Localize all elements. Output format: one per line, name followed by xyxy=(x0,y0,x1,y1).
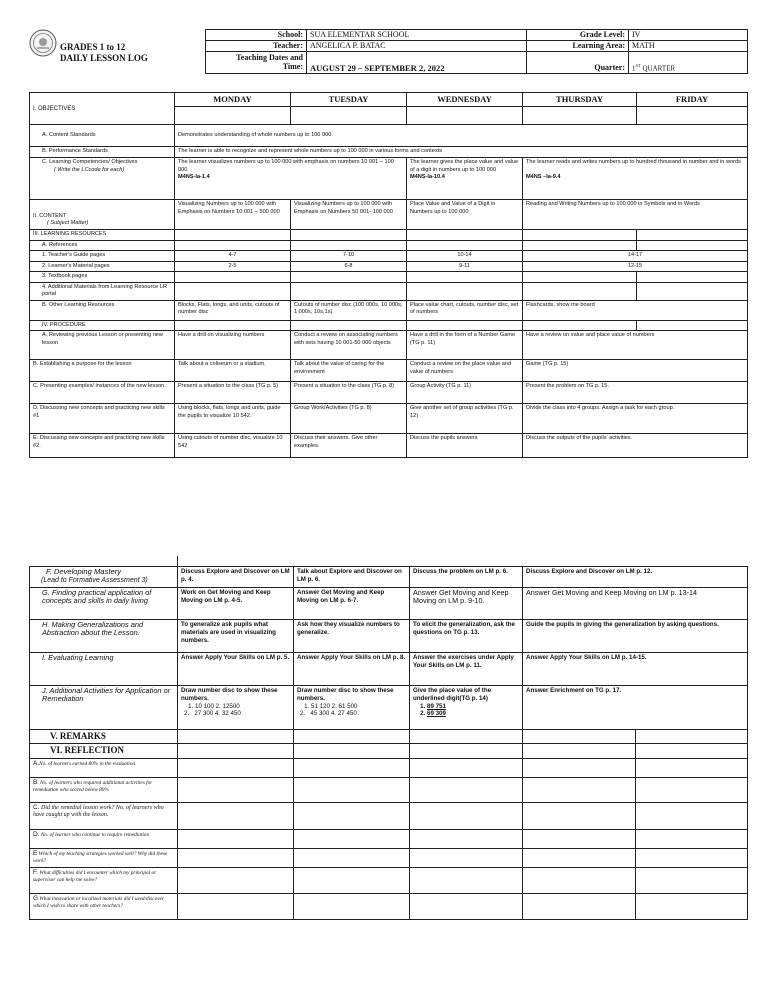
teacher-label: Teacher: xyxy=(206,41,307,52)
discuss2-wed: Discuss the pupils answers xyxy=(407,434,523,458)
general-mon: To generalize ask pupils what materials are used in visualizing numbers. xyxy=(178,620,294,653)
competency-mon-code: M4NS-Ia-1.4 xyxy=(178,174,210,181)
grade-label: Grade Level: xyxy=(527,30,629,41)
addl-mon xyxy=(178,686,294,730)
day-monday: MONDAY xyxy=(175,93,291,107)
review-thu: Have a review on value and place value of numbers xyxy=(523,331,748,360)
eval-mon: Answer Apply Your Skills on LM p. 5. xyxy=(178,653,294,686)
content-sub: ( Subject Matter) xyxy=(47,220,89,227)
competency-wed-text: The learner gives the place value and value of a digit in numbers up to 100 000 xyxy=(410,159,519,173)
lm-wed: 9-11 xyxy=(407,261,523,272)
addl-mon-item-1: 1. 10 100 2. 12500 xyxy=(195,703,290,711)
mastery-wed: Discuss the problem on LM p. 6. xyxy=(410,567,523,588)
discuss1-wed: Give another set of group activities (TG p. 12) xyxy=(407,404,523,434)
addl-wed-item-2-text: 69 309 xyxy=(427,710,446,718)
reflection-d-text: No. of learner who continue to require remediation xyxy=(39,831,150,838)
dates-label xyxy=(206,52,307,74)
other-wed: Place value chart, cutouts, number disc, set of numbers xyxy=(407,300,523,320)
competency-wed-code: M4NS-Ia-10.4 xyxy=(410,174,445,181)
general-thu: Guide the pupils in giving the generalization by asking questions. xyxy=(523,620,748,653)
practical-mon: Work on Get Moving and Keep Moving on LM p. 4-5. xyxy=(178,588,294,620)
discuss1-thu: Divide the class into 4 groups. Assign a task for each group. xyxy=(523,404,748,434)
mastery-thu: Discuss Explore and Discover on LM p. 12. xyxy=(523,567,748,588)
discuss2-tue: Discuss their answers. Give other examples. xyxy=(291,434,407,458)
present-thu: Present the problem on TG p. 15. xyxy=(523,382,748,404)
reflection-d xyxy=(30,829,178,848)
addl-thu: Answer Enrichment on TG p. 17. xyxy=(523,686,748,730)
lm-thu: 12-15 xyxy=(523,261,748,272)
discuss1-mon: Using blocks, flats, longs and units, guide the pupils to visualize 10 542. xyxy=(175,404,291,434)
remarks-heading: V. REMARKS xyxy=(30,730,178,744)
practical-label: G. Finding practical application of concepts and skills in daily living xyxy=(30,588,178,620)
reflection-e-key: E xyxy=(33,849,38,857)
lm-label: 2. Learner's Material pages xyxy=(30,261,175,272)
addl-tue xyxy=(294,686,410,730)
review-wed: Have a drill in the form of a Number Game (TG p. 11) xyxy=(407,331,523,360)
reflection-a xyxy=(30,758,178,777)
mastery-tue: Talk about Explore and Discover on LM p. 6. xyxy=(294,567,410,588)
reflection-c-text: Did the remedial lesson work? No. of learners who have caught up with the lesson. xyxy=(33,804,164,818)
addl-tue-item-2-text: 45 300 4. 27 450 xyxy=(310,710,357,718)
resources-heading: III. LEARNING RESOURCES xyxy=(30,230,175,241)
content-thu: Reading and Writing Numbers up to 100 000 in Symbols and in Words xyxy=(523,200,748,230)
other-tue: Cutouts of number disc (100 000s, 10 000s, 1 000s, 10s,1s) xyxy=(291,300,407,320)
addl-mon-item-2-num: 2. xyxy=(184,710,190,718)
practical-tue: Answer Get Moving and Keep Moving on LM p. 6-7. xyxy=(294,588,410,620)
day-friday: FRIDAY xyxy=(637,93,748,107)
eval-thu: Answer Apply Your Skills on LM p. 14-15. xyxy=(523,653,748,686)
competency-wed xyxy=(407,158,523,200)
content-tue: Visualizing Numbers up to 100 000 with Emphasis on Numbers 50 001- 100 000 xyxy=(291,200,407,230)
competency-thu-code: M4NS –Ia-9.4 xyxy=(526,174,561,181)
reflection-f-text: What difficulties did I encounter which my principal or supervisor can help me solve? xyxy=(33,869,157,883)
addl-mon-item-2-text: 27 300 4. 32 450 xyxy=(194,710,241,718)
content-standards-value: Demonstrates understanding of whole numbers up to 100 000 xyxy=(175,125,748,147)
reflection-d-key: D. xyxy=(33,830,40,838)
reflection-g-text: What innovation or localized materials did I used/discover which I wish to share with other teachers? xyxy=(33,895,164,909)
textbook-label: 3. Textbook pages xyxy=(30,272,175,283)
content-text: II. CONTENT xyxy=(33,212,67,219)
reflection-b-key: B xyxy=(33,778,38,786)
performance-standards-value: The learner is able to recognize and represent whole numbers up to 100 000 in various forms and contexts xyxy=(175,147,748,158)
quarter-suffix: ST xyxy=(635,62,641,68)
additional-activities-label: J. Additional Activities for Application or Remediation xyxy=(30,686,178,730)
mastery-text: F. Developing Mastery xyxy=(46,567,121,576)
other-resources-label: B. Other Learning Resources xyxy=(30,300,175,320)
purpose-wed: Conduct a review on the place value and value of numbers xyxy=(407,360,523,382)
content-wed: Place Value and Value of a Digit in Numbers up to 100 000 xyxy=(407,200,523,230)
evaluation-label: I. Evaluating Learning xyxy=(30,653,178,686)
competency-mon-tue xyxy=(175,158,407,200)
addl-tue-item-1: 1. 51 120 2. 61 500 xyxy=(311,703,406,711)
tg-mon: 4-7 xyxy=(175,251,291,262)
review-mon: Have a drill on visualizing numbers xyxy=(175,331,291,360)
lm-mon: 2-5 xyxy=(175,261,291,272)
competency-thu-text: The learner reads and writes numbers up to hundred thousand in number and in words xyxy=(526,159,741,166)
other-mon: Blocks, Flats, longs, and units, cutouts of number disc xyxy=(175,300,291,320)
addl-wed-item-1 xyxy=(427,703,519,711)
discuss1-tue: Group Work/Activities (TG p. 8) xyxy=(291,404,407,434)
quarter-number: 1 xyxy=(632,64,636,73)
competencies-note: ( Write the LCcode for each) xyxy=(54,166,125,173)
references-label: A. References xyxy=(30,240,175,251)
addl-tue-item-2 xyxy=(297,710,406,718)
connector-line xyxy=(177,556,178,566)
present-tue: Present a situation to the class (TG p. 8) xyxy=(291,382,407,404)
eval-tue: Answer Apply Your Skills on LM p. 8. xyxy=(294,653,410,686)
purpose-mon: Talk about a coliseum or a stadium. xyxy=(175,360,291,382)
tg-label: 1. Teacher's Guide pages xyxy=(30,251,175,262)
dates-label-1: Teaching Dates and xyxy=(236,52,303,62)
content-standards-label: A. Content Standards xyxy=(30,125,175,147)
discuss2-thu: Discuss the outputs of the pupils' activities. xyxy=(523,434,748,458)
other-thu: Flashcards, show me board xyxy=(523,300,748,320)
deped-seal xyxy=(29,29,57,62)
dates-value: AUGUST 29 – SEPTEMBER 2, 2022 xyxy=(307,52,527,74)
tg-thu: 14-17 xyxy=(523,251,748,262)
quarter-value xyxy=(629,52,748,74)
school-label: School: xyxy=(206,30,307,41)
performance-standards-label: B. Performance Standards xyxy=(30,147,175,158)
title-line-2: DAILY LESSON LOG xyxy=(60,53,148,64)
document-title xyxy=(60,42,148,65)
competency-thu-fri xyxy=(523,158,748,200)
reflection-c xyxy=(30,802,178,829)
reflection-g xyxy=(30,893,178,919)
general-tue: Ask how they visualize numbers to generalize. xyxy=(294,620,410,653)
dates-label-2: Time: xyxy=(282,61,303,71)
reflection-b xyxy=(30,777,178,802)
generalization-label: H. Making Generalizations and Abstraction about the Lesson. xyxy=(30,620,178,653)
content-label xyxy=(30,200,175,230)
purpose-label: B. Establishing a purpose for the lesson xyxy=(30,360,175,382)
reflection-f-key: F. xyxy=(33,868,39,876)
review-tue: Conduct a review on associating numbers with sets having 10 001-50 000 objects xyxy=(291,331,407,360)
present-mon: Present a situation to the class (TG p. 5) xyxy=(175,382,291,404)
objectives-heading: I. OBJECTIVES xyxy=(30,93,175,125)
present-wed: Group Activity (TG p. 11) xyxy=(407,382,523,404)
title-line-1: GRADES 1 to 12 xyxy=(60,42,126,52)
reflection-a-key: A. xyxy=(33,759,40,767)
addl-tue-text: Draw number disc to show these numbers. xyxy=(297,687,394,702)
procedure-heading: IV. PROCEDURE xyxy=(30,320,175,331)
reflection-c-key: C. xyxy=(33,803,40,811)
day-tuesday: TUESDAY xyxy=(291,93,407,107)
reflection-g-key: G xyxy=(33,894,39,902)
competency-mon-text: The learner visualizes numbers up to 100 000 with emphasis on numbers 10 001 – 100 000 xyxy=(178,159,394,173)
practical-thu: Answer Get Moving and Keep Moving on LM p. 13-14 xyxy=(523,588,748,620)
present-label: C. Presenting examples/ instances of the new lesson. xyxy=(30,382,175,404)
reflection-heading: VI. REFLECTION xyxy=(30,744,178,758)
addl-wed-item-2 xyxy=(427,710,519,718)
addl-wed-text: Give the place value of the underlined digit(TG p. 14) xyxy=(413,687,492,702)
reflection-e xyxy=(30,848,178,867)
grade-value: IV xyxy=(629,30,748,41)
addl-mon-text: Draw number disc to show these numbers. xyxy=(181,687,278,702)
discuss2-label: E. Discussing new concepts and practicing new skills #2. xyxy=(30,434,175,458)
reflection-f xyxy=(30,867,178,893)
quarter-text: QUARTER xyxy=(640,64,676,73)
lm-tue: 6-8 xyxy=(291,261,407,272)
addl-wed-item-1-text: 89 751 xyxy=(427,702,446,710)
reflection-e-text: Which of my teaching strategies worked well? Why did these work? xyxy=(33,850,168,864)
content-mon: Visualizing Numbers up to 100 000 with Emphasis on Numbers 10 001 – 500 000 xyxy=(175,200,291,230)
lesson-table-bottom xyxy=(29,566,748,920)
addl-tue-item-2-num: 2. xyxy=(300,710,306,718)
mastery-sub: (Lead to Formative Assessment 3) xyxy=(41,577,148,585)
mastery-mon: Discuss Explore and Discover on LM p. 4. xyxy=(178,567,294,588)
general-wed: To elicit the generalization, ask the questions on TG p. 13. xyxy=(410,620,523,653)
review-label: A. Reviewing previous Lesson or presenting new lesson xyxy=(30,331,175,360)
addl-mon-item-2 xyxy=(181,710,290,718)
additional-materials-label: 4. Additional Materials from Learning Resource LR portal xyxy=(30,282,175,300)
mastery-label xyxy=(30,567,178,588)
competencies-text: C. Learning Competencies/ Objectives xyxy=(42,159,138,166)
discuss1-label: D. Discussing new concepts and practicing new skills #1 xyxy=(30,404,175,434)
reflection-b-text: . No. of learners who required additional activities for remediation who scored below 80% xyxy=(33,779,153,793)
discuss2-mon: Using cutouts of number disc, visualize 10 542 xyxy=(175,434,291,458)
header-info-table xyxy=(205,29,748,74)
area-value: MATH xyxy=(629,41,748,52)
purpose-tue: Talk about the value of caring for the environment xyxy=(291,360,407,382)
area-label: Learning Area: xyxy=(527,41,629,52)
reflection-a-text: No. of learners earned 80% in the evaluation. xyxy=(39,760,137,767)
day-thursday: THURSDAY xyxy=(523,93,637,107)
day-wednesday: WEDNESDAY xyxy=(407,93,523,107)
tg-tue: 7-10 xyxy=(291,251,407,262)
practical-wed: Answer Get Moving and Keep Moving on LM p. 9-10. xyxy=(410,588,523,620)
eval-wed: Answer the exercises under Apply Your Skills on LM p. 11. xyxy=(410,653,523,686)
lesson-table-top xyxy=(29,92,748,458)
seal-icon xyxy=(29,29,57,57)
competencies-label xyxy=(30,158,175,200)
quarter-label: Quarter: xyxy=(527,52,629,74)
teacher-value: ANGELICA P. BATAC xyxy=(307,41,527,52)
school-value: SUA ELEMENTAR SCHOOL xyxy=(307,30,527,41)
purpose-thu: Game (TG p. 15) xyxy=(523,360,748,382)
tg-wed: 10-14 xyxy=(407,251,523,262)
addl-wed xyxy=(410,686,523,730)
